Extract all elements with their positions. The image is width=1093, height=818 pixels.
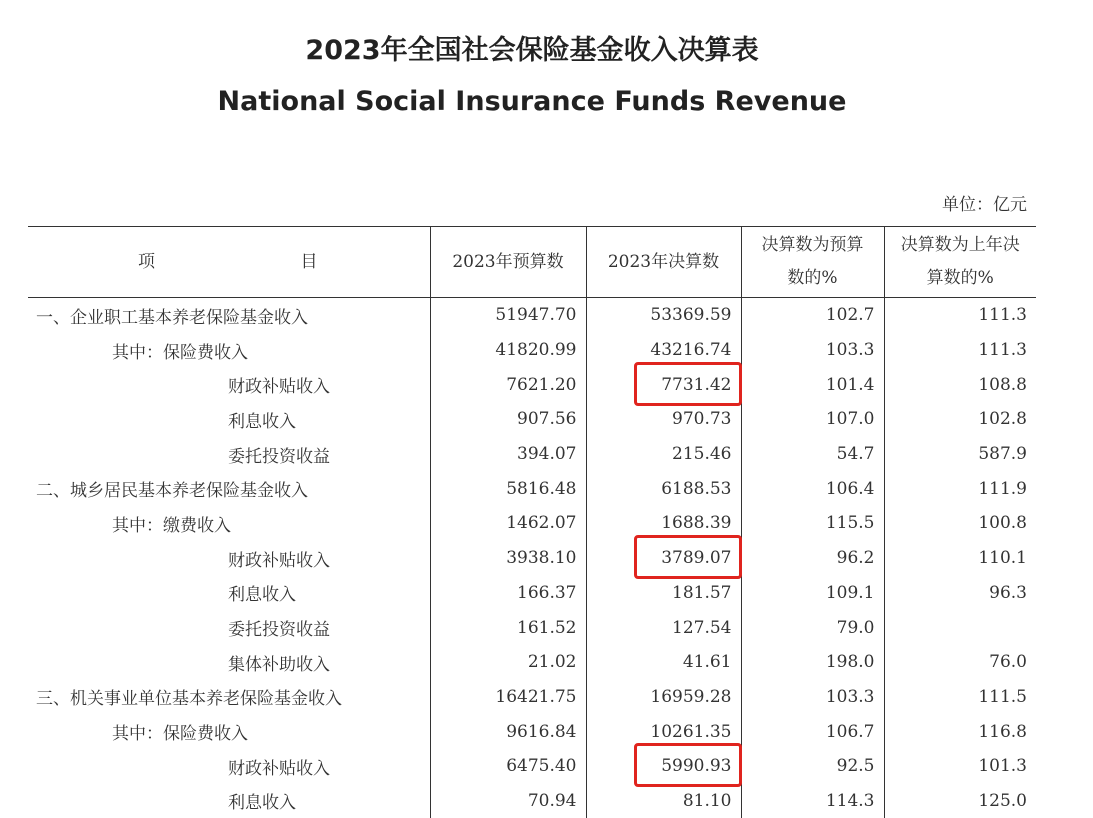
row-final: 81.10 <box>682 790 732 811</box>
row-ratio-prev: 111.9 <box>978 478 1027 499</box>
row-label: 其中：缴费收入 <box>112 515 231 536</box>
row-ratio-budget: 101.4 <box>825 374 875 395</box>
row-final: 181.57 <box>672 582 732 603</box>
row-ratio-prev: 110.1 <box>978 548 1027 569</box>
row-ratio-prev-cell <box>884 402 1036 437</box>
row-ratio-prev: 116.8 <box>978 721 1027 742</box>
row-label: 其中：保险费收入 <box>112 342 248 363</box>
row-ratio-budget-cell <box>741 333 884 368</box>
row-ratio-prev: 96.3 <box>989 582 1027 603</box>
row-budget: 21.02 <box>527 652 577 673</box>
row-ratio-prev-cell <box>884 576 1036 611</box>
row-ratio-budget-cell <box>741 610 884 645</box>
row-final: 16959.28 <box>650 686 732 707</box>
row-ratio-prev-cell <box>884 610 1036 645</box>
row-ratio-budget-cell <box>741 541 884 576</box>
row-ratio-prev: 587.9 <box>978 444 1027 465</box>
row-final: 970.73 <box>672 409 732 430</box>
row-budget-cell <box>430 784 586 818</box>
row-label: 其中：保险费收入 <box>112 724 248 745</box>
row-final-cell <box>586 541 741 576</box>
row-ratio-budget-cell <box>741 298 884 333</box>
table-row <box>28 437 1036 472</box>
row-ratio-prev: 125.0 <box>978 790 1027 811</box>
row-budget: 6475.40 <box>506 756 577 777</box>
row-final-cell <box>586 437 741 472</box>
row-label-cell <box>28 749 430 784</box>
row-ratio-budget: 115.5 <box>825 513 875 534</box>
row-ratio-prev: 101.3 <box>978 756 1027 777</box>
header-final: 2023年决算数 <box>586 227 741 298</box>
row-final: 41.61 <box>682 652 732 673</box>
row-label-cell <box>28 576 430 611</box>
row-ratio-budget: 103.3 <box>825 340 875 361</box>
row-ratio-prev-cell <box>884 680 1036 715</box>
row-final-cell <box>586 610 741 645</box>
row-ratio-budget-cell <box>741 367 884 402</box>
row-budget-cell <box>430 610 586 645</box>
row-final: 43216.74 <box>650 340 732 361</box>
table-header-row <box>28 227 1036 298</box>
row-label-cell <box>28 367 430 402</box>
row-budget-cell <box>430 298 586 333</box>
table-row <box>28 541 1036 576</box>
row-ratio-prev-cell <box>884 541 1036 576</box>
row-final: 6188.53 <box>661 478 732 499</box>
row-ratio-prev-cell <box>884 506 1036 541</box>
row-ratio-budget-cell <box>741 784 884 818</box>
row-budget-cell <box>430 333 586 368</box>
row-budget: 1462.07 <box>506 513 577 534</box>
row-ratio-prev-cell <box>884 749 1036 784</box>
row-ratio-budget-cell <box>741 471 884 506</box>
row-label-cell <box>28 645 430 680</box>
row-final-cell <box>586 402 741 437</box>
row-budget: 41820.99 <box>495 340 577 361</box>
row-budget-cell <box>430 402 586 437</box>
row-budget-cell <box>430 714 586 749</box>
row-ratio-prev-cell <box>884 437 1036 472</box>
row-final-highlighted: 5990.93 <box>661 756 732 777</box>
row-budget: 907.56 <box>517 409 577 430</box>
row-label: 利息收入 <box>228 411 296 432</box>
row-label-cell <box>28 714 430 749</box>
row-ratio-prev: 111.5 <box>978 686 1027 707</box>
row-ratio-budget: 106.4 <box>825 478 875 499</box>
row-budget: 394.07 <box>517 444 577 465</box>
row-label: 二、城乡居民基本养老保险基金收入 <box>36 481 308 502</box>
row-label-cell <box>28 471 430 506</box>
row-final-highlighted: 7731.42 <box>661 374 732 395</box>
row-final-cell <box>586 298 741 333</box>
row-ratio-budget: 102.7 <box>825 305 875 326</box>
row-budget-cell <box>430 576 586 611</box>
row-final-cell <box>586 471 741 506</box>
row-ratio-budget: 114.3 <box>825 790 875 811</box>
table-row <box>28 576 1036 611</box>
table-row <box>28 749 1036 784</box>
row-ratio-prev-cell <box>884 784 1036 818</box>
row-ratio-prev: 76.0 <box>989 652 1027 673</box>
header-item-a: 项 <box>138 251 155 272</box>
row-ratio-budget: 79.0 <box>836 617 875 638</box>
row-label: 财政补贴收入 <box>228 377 330 398</box>
row-budget-cell <box>430 541 586 576</box>
row-label-cell <box>28 333 430 368</box>
table-row <box>28 784 1036 818</box>
row-final: 1688.39 <box>661 513 732 534</box>
row-label-cell <box>28 680 430 715</box>
table-row <box>28 680 1036 715</box>
row-ratio-budget: 198.0 <box>825 652 875 673</box>
row-label-cell <box>28 437 430 472</box>
row-final-cell <box>586 367 741 402</box>
row-label-cell <box>28 402 430 437</box>
row-ratio-prev: 108.8 <box>978 374 1027 395</box>
row-ratio-budget: 92.5 <box>836 756 875 777</box>
row-budget: 166.37 <box>517 582 577 603</box>
row-budget: 16421.75 <box>495 686 577 707</box>
row-ratio-prev-cell <box>884 298 1036 333</box>
row-budget: 3938.10 <box>506 548 577 569</box>
table-row <box>28 402 1036 437</box>
table-row <box>28 645 1036 680</box>
row-ratio-budget-cell <box>741 437 884 472</box>
row-ratio-prev: 111.3 <box>978 305 1027 326</box>
row-budget: 51947.70 <box>495 305 577 326</box>
row-label: 委托投资收益 <box>228 446 330 467</box>
row-ratio-budget: 103.3 <box>825 686 875 707</box>
row-label: 一、企业职工基本养老保险基金收入 <box>36 307 308 328</box>
row-final: 215.46 <box>672 444 732 465</box>
revenue-table <box>28 226 1036 818</box>
row-label: 集体补助收入 <box>228 654 330 675</box>
row-ratio-budget-cell <box>741 714 884 749</box>
row-label-cell <box>28 541 430 576</box>
row-ratio-budget: 109.1 <box>825 582 875 603</box>
table-row <box>28 298 1036 333</box>
row-final-highlighted: 3789.07 <box>661 548 732 569</box>
table-row <box>28 471 1036 506</box>
row-final-cell <box>586 645 741 680</box>
row-budget-cell <box>430 471 586 506</box>
row-label: 财政补贴收入 <box>228 758 330 779</box>
row-label-cell <box>28 506 430 541</box>
row-budget: 7621.20 <box>506 374 577 395</box>
row-ratio-prev-cell <box>884 471 1036 506</box>
header-ratio-prev: 决算数为上年决算数的% <box>884 227 1036 298</box>
row-final: 127.54 <box>672 617 732 638</box>
row-ratio-budget-cell <box>741 506 884 541</box>
row-final-cell <box>586 680 741 715</box>
row-ratio-prev-cell <box>884 333 1036 368</box>
row-label: 利息收入 <box>228 585 296 606</box>
header-budget: 2023年预算数 <box>430 227 586 298</box>
row-budget: 70.94 <box>527 790 577 811</box>
page-title-zh: 2023年全国社会保险基金收入决算表 <box>305 35 759 66</box>
row-ratio-budget-cell <box>741 645 884 680</box>
row-final-cell <box>586 784 741 818</box>
page-title-en: National Social Insurance Funds Revenue <box>217 86 847 117</box>
row-budget-cell <box>430 749 586 784</box>
row-ratio-budget-cell <box>741 680 884 715</box>
row-ratio-prev-cell <box>884 645 1036 680</box>
header-item-b: 目 <box>300 251 318 272</box>
row-ratio-prev: 102.8 <box>978 409 1027 430</box>
header-ratio-budget: 决算数为预算数的% <box>741 227 884 298</box>
row-label-cell <box>28 610 430 645</box>
row-ratio-prev: 111.3 <box>978 340 1027 361</box>
row-ratio-prev-cell <box>884 714 1036 749</box>
row-ratio-budget-cell <box>741 576 884 611</box>
row-label: 委托投资收益 <box>228 620 330 641</box>
row-budget: 9616.84 <box>506 721 577 742</box>
row-label-cell <box>28 784 430 818</box>
row-ratio-budget: 106.7 <box>825 721 875 742</box>
row-label: 利息收入 <box>228 793 296 814</box>
table-row <box>28 714 1036 749</box>
row-ratio-budget-cell <box>741 749 884 784</box>
row-final: 53369.59 <box>650 305 732 326</box>
row-budget: 5816.48 <box>506 478 577 499</box>
row-ratio-prev: 100.8 <box>978 513 1027 534</box>
row-ratio-budget: 107.0 <box>825 409 875 430</box>
row-budget-cell <box>430 506 586 541</box>
row-final: 10261.35 <box>650 721 732 742</box>
row-budget: 161.52 <box>517 617 577 638</box>
row-final-cell <box>586 576 741 611</box>
table-row <box>28 333 1036 368</box>
row-final-cell <box>586 749 741 784</box>
row-budget-cell <box>430 367 586 402</box>
row-ratio-budget-cell <box>741 402 884 437</box>
row-label-cell <box>28 298 430 333</box>
table-row <box>28 367 1036 402</box>
row-budget-cell <box>430 437 586 472</box>
table-row <box>28 506 1036 541</box>
row-ratio-prev-cell <box>884 367 1036 402</box>
table-row <box>28 610 1036 645</box>
row-budget-cell <box>430 680 586 715</box>
row-label: 财政补贴收入 <box>228 550 330 571</box>
row-ratio-budget: 54.7 <box>836 444 875 465</box>
row-label: 三、机关事业单位基本养老保险基金收入 <box>36 689 342 710</box>
header-item <box>28 227 430 298</box>
row-budget-cell <box>430 645 586 680</box>
unit-label: 单位：亿元 <box>942 195 1027 215</box>
row-ratio-budget: 96.2 <box>836 548 875 569</box>
